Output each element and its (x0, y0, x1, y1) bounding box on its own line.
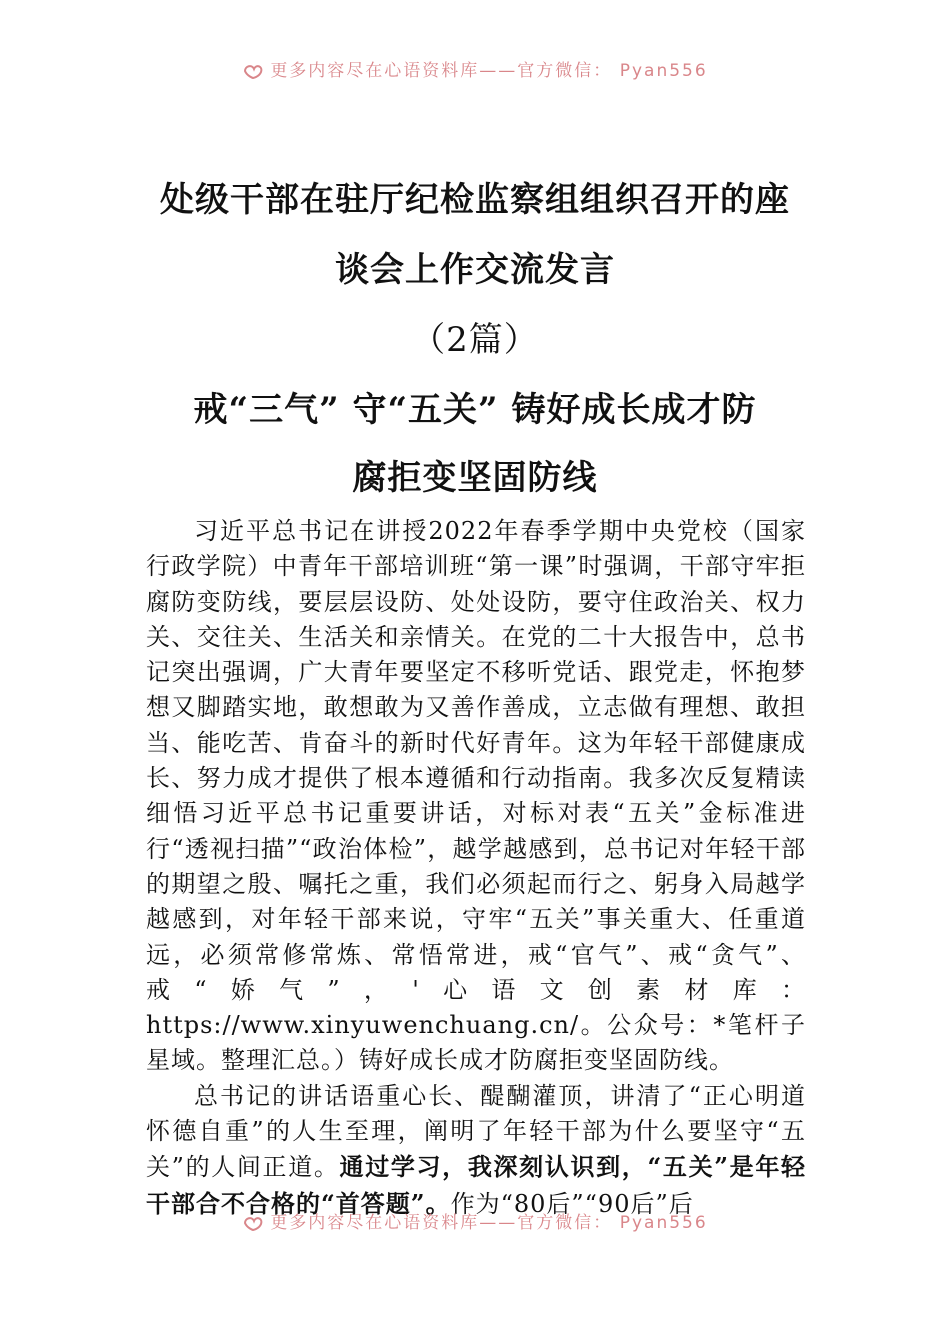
paragraph-2-bold: 通过学习，我深刻认识到，“五关”是年轻干部合不合格的“首答题”。 (146, 1152, 806, 1218)
watermark-text: 更多内容尽在心语资料库——官方微信： Pyan556 (270, 61, 708, 81)
title-line-2: 谈会上作交流发言 (335, 250, 615, 290)
watermark-logo-icon (242, 62, 264, 80)
watermark-bottom (0, 1212, 950, 1234)
subtitle-line-2: 腐拒变坚固防线 (352, 458, 598, 498)
watermark-logo-icon (242, 1214, 264, 1232)
title-line-1: 处级干部在驻厅纪检监察组组织召开的座 (160, 180, 790, 220)
paragraph-2-end: 作为“80后”“90后”后 (450, 1189, 694, 1218)
subtitle-line-1: 戒“三气” 守“五关” 铸好成长成才防 (193, 390, 757, 430)
watermark-top (0, 60, 950, 82)
paragraph-2-start: 总书记的讲话语重心长、醍醐灌顶，讲清了“正心明道怀德自重”的人生至理，阐明了年轻干部为什么要坚守“五关”的人间正道。 (146, 1081, 806, 1182)
paragraph-2 (146, 1079, 806, 1222)
watermark-text: 更多内容尽在心语资料库——官方微信： Pyan556 (270, 1213, 708, 1233)
title-line-3: （2篇） (411, 320, 539, 360)
paragraph-1: 习近平总书记在讲授2022年春季学期中央党校（国家行政学院）中青年干部培训班“第一课”时强调，干部守牢拒腐防变防线，要层层设防、处处设防，要守住政治关、权力关、交往关、生活关和亲情关。在党的二十大报告中，总书记突出强调，广大青年要坚定不移听党话、跟党走，怀抱梦想又脚踏实地，敢想敢为又善作善成，立志做有理想、敢担当、能吃苦、肯奋斗的新时代好青年。这为年轻干部健康成长、努力成才提供了根本遵循和行动指南。我多次反复精读细悟习近平总书记重要讲话，对标对表“五关”金标准进行“透视扫描”“政治体检”，越学越感到，总书记对年轻干部的期望之殷、嘱托之重，我们必须起而行之、躬身入局越学越感到，对年轻干部来说，守牢“五关”事关重大、任重道远，必须常修常炼、常悟常进，戒“官气”、戒“贪气”、戒“娇气”，'心语文创素材库：https://www.xinyuwenchuang.cn/。公众号：*笔杆子星域。整理汇总。）铸好成长成才防腐拒变坚固防线。 (146, 517, 806, 1075)
body-text (146, 514, 806, 1222)
